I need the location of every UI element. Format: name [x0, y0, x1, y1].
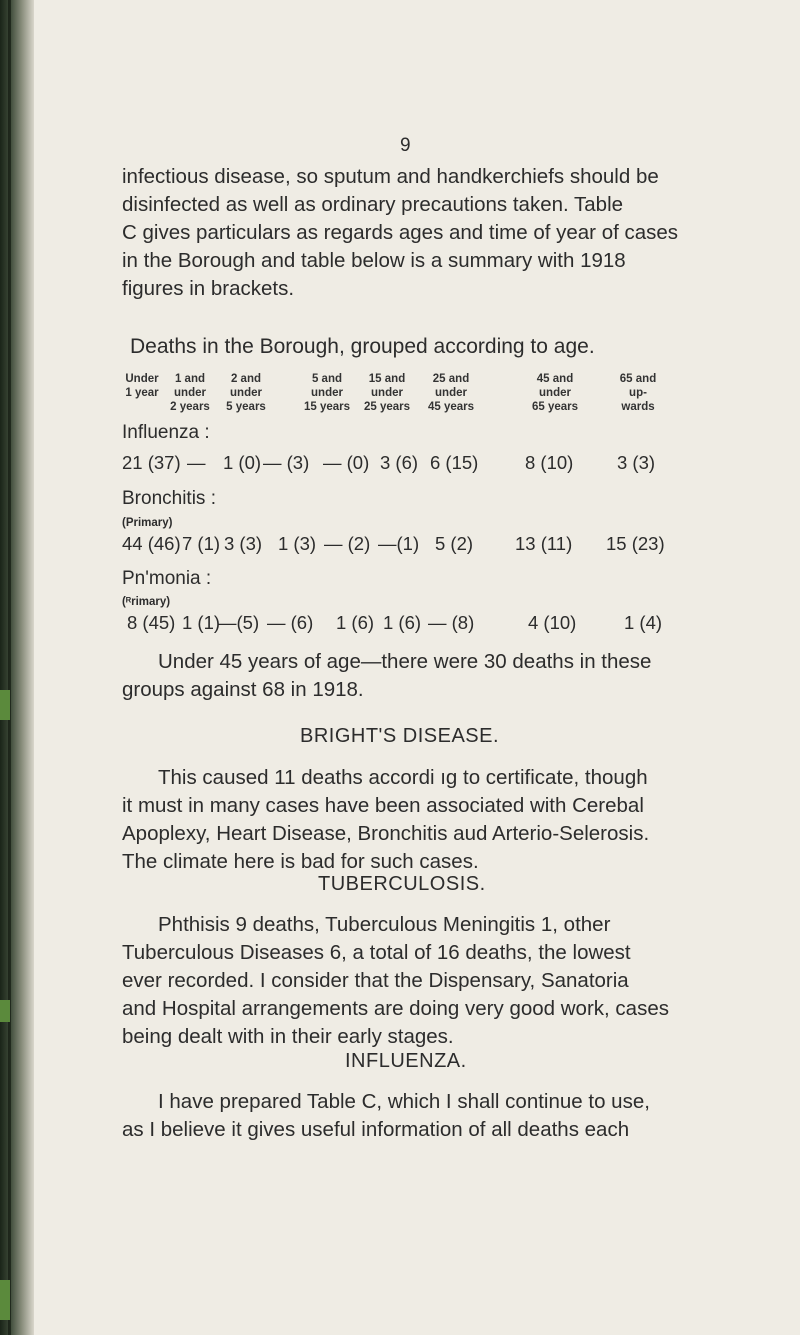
influenza-paragraph	[122, 1088, 697, 1144]
table-cell: 1 (1)	[182, 612, 221, 633]
table-cell: 3 (3)	[224, 533, 263, 554]
table-cell: —	[187, 452, 206, 473]
text-line: Phthisis 9 deaths, Tuberculous Meningitis 1, other	[158, 913, 611, 936]
table-cell: 1 (0)	[223, 452, 262, 473]
text-line: Tuberculous Diseases 6, a total of 16 deaths, the lowest	[122, 941, 631, 964]
row-label-pneumonia: Pn'monia :	[122, 568, 212, 589]
brights-paragraph	[122, 764, 697, 876]
table-cell: — (2)	[324, 533, 371, 554]
table-cell: 3 (3)	[617, 452, 656, 473]
text-line: The climate here is bad for such cases.	[122, 850, 479, 873]
binding-tab	[0, 1280, 10, 1320]
table-cell: 44 (46)	[122, 533, 181, 554]
table-cell: 8 (10)	[525, 452, 574, 473]
table-cell: —(1)	[378, 533, 420, 554]
text-line: groups against 68 in 1918.	[122, 678, 364, 701]
table-cell: 21 (37)	[122, 452, 181, 473]
book-binding-shadow	[0, 0, 34, 1335]
column-header: 45 and under 65 years	[531, 373, 579, 413]
row-note: (Primary)	[122, 517, 173, 529]
text-line: Apoplexy, Heart Disease, Bronchitis aud Arterio-Selerosis.	[122, 822, 650, 845]
text-line: C gives particulars as regards ages and time of year of cases	[122, 221, 679, 244]
table-title: Deaths in the Borough, grouped according to age.	[130, 335, 595, 358]
text-line: figures in brackets.	[122, 277, 295, 300]
table-cell: 15 (23)	[606, 533, 665, 554]
text-line: as I believe it gives useful information of all deaths each	[122, 1118, 630, 1141]
text-line: infectious disease, so sputum and handkerchiefs should be	[122, 165, 659, 188]
text-line: it must in many cases have been associated with Cerebal	[122, 794, 644, 817]
table-cell: 6 (15)	[430, 452, 479, 473]
column-header: Under 1 year	[125, 373, 159, 399]
table-cell: 1 (6)	[383, 612, 422, 633]
column-header: 5 and under 15 years	[303, 373, 351, 413]
column-header: 15 and under 25 years	[363, 373, 411, 413]
table-cell: — (0)	[323, 452, 370, 473]
tuberculosis-paragraph	[122, 911, 697, 1051]
page-number: 9	[400, 135, 411, 156]
binding-tab	[0, 1000, 10, 1022]
text-line: being dealt with in their early stages.	[122, 1025, 454, 1048]
table-cell: 1 (3)	[278, 533, 317, 554]
section-heading-tuberculosis: TUBERCULOSIS.	[318, 873, 486, 895]
text-line: in the Borough and table below is a summary with 1918	[122, 249, 626, 272]
section-heading-influenza: INFLUENZA.	[345, 1050, 467, 1072]
column-header: 2 and under 5 years	[226, 373, 266, 413]
intro-paragraph	[122, 163, 697, 303]
table-cell: 7 (1)	[182, 533, 221, 554]
table-cell: 1 (6)	[336, 612, 375, 633]
section-heading-brights-disease: BRIGHT'S DISEASE.	[300, 725, 500, 747]
summary-paragraph	[122, 648, 697, 704]
text-line: This caused 11 deaths accordi ıg to certificate, though	[158, 766, 648, 789]
column-header: 1 and under 2 years	[170, 373, 210, 413]
text-line: and Hospital arrangements are doing very good work, cases	[122, 997, 669, 1020]
table-cell: 8 (45)	[127, 612, 176, 633]
binding-tab	[0, 690, 10, 720]
table-cell: 1 (4)	[624, 612, 663, 633]
column-header: 25 and under 45 years	[427, 373, 475, 413]
table-cell: 13 (11)	[515, 533, 573, 554]
table-cell: 5 (2)	[435, 533, 474, 554]
text-line: Under 45 years of age—there were 30 deaths in these	[158, 650, 652, 673]
table-cell: — (8)	[428, 612, 475, 633]
text-line: ever recorded. I consider that the Dispensary, Sanatoria	[122, 969, 629, 992]
text-line: disinfected as well as ordinary precautions taken. Table	[122, 193, 624, 216]
table-cell: —(5)	[218, 612, 260, 633]
table-cell: — (6)	[267, 612, 314, 633]
table-cell: 3 (6)	[380, 452, 419, 473]
row-label-bronchitis: Bronchitis :	[122, 488, 216, 509]
row-note: (ᴿrimary)	[122, 596, 171, 608]
column-header: 65 and up- wards	[619, 373, 657, 413]
text-line: I have prepared Table C, which I shall continue to use,	[158, 1090, 650, 1113]
table-cell: — (3)	[263, 452, 310, 473]
row-label-influenza: Influenza :	[122, 422, 210, 443]
table-cell: 4 (10)	[528, 612, 577, 633]
